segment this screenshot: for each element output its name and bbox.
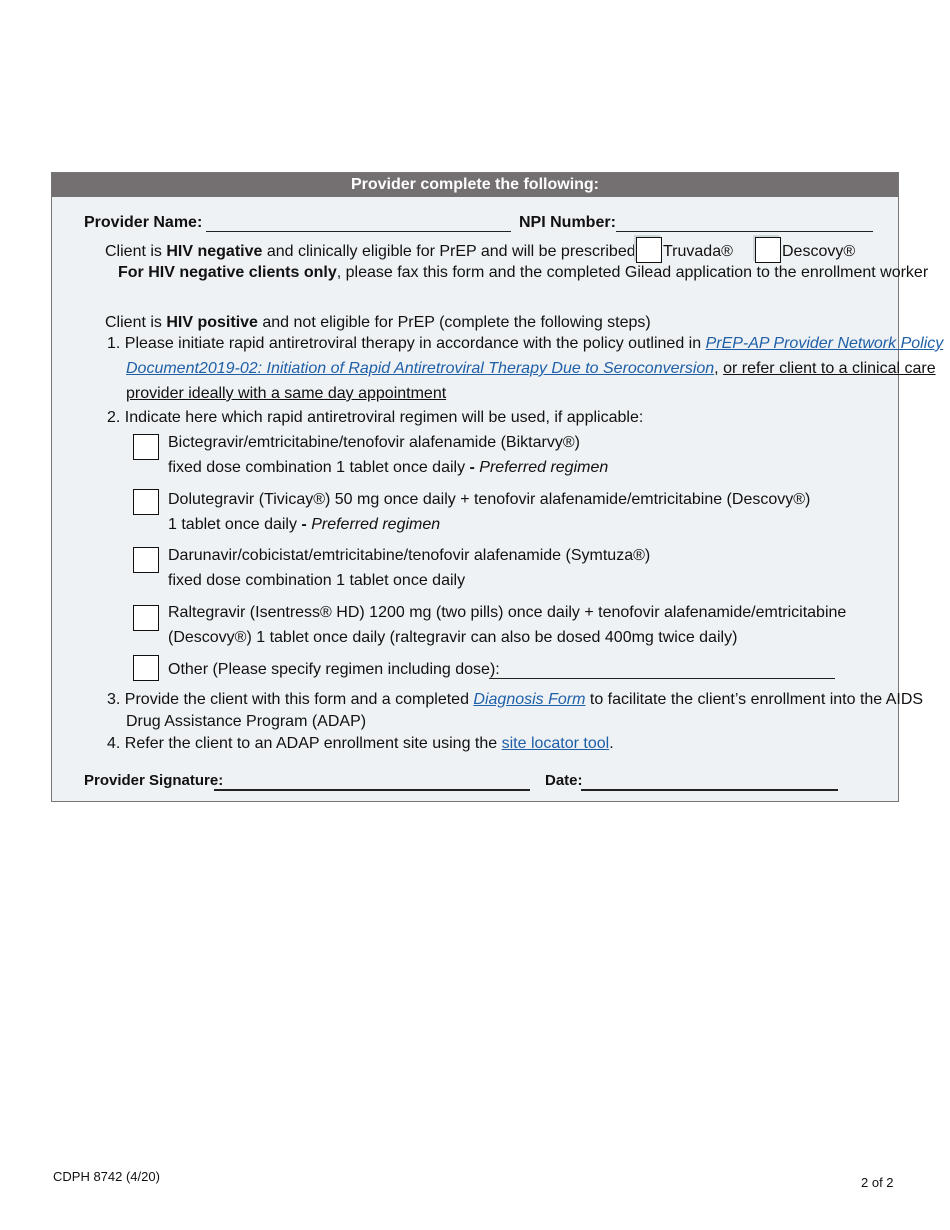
date-field[interactable]: [581, 789, 838, 791]
truvada-checkbox[interactable]: [636, 237, 662, 263]
npi-number-field[interactable]: [616, 231, 873, 232]
hiv-negative-statement: Client is HIV negative and clinically eligible for PrEP and will be prescribed: [105, 243, 636, 260]
regimen-biktarvy-checkbox[interactable]: [133, 434, 159, 460]
truvada-label: Truvada®: [663, 243, 733, 260]
descovy-label: Descovy®: [782, 243, 856, 260]
step-2: 2. Indicate here which rapid antiretroviral regimen will be used, if applicable:: [107, 409, 644, 426]
regimen-other-checkbox[interactable]: [133, 655, 159, 681]
regimen-other-label: Other (Please specify regimen including dose):: [168, 661, 500, 678]
npi-number-label: NPI Number:: [519, 214, 616, 231]
hiv-negative-note: For HIV negative clients only, please fax this form and the completed Gilead application to the enrollment worker: [118, 264, 929, 281]
site-locator-link[interactable]: site locator tool: [501, 735, 610, 752]
regimen-tivicay-checkbox[interactable]: [133, 489, 159, 515]
provider-signature-label: Provider Signature:: [84, 772, 224, 789]
regimen-4-line2: (Descovy®) 1 tablet once daily (raltegravir can also be dosed 400mg twice daily): [168, 629, 738, 646]
page-number: 2 of 2: [861, 1175, 894, 1190]
date-label: Date:: [545, 772, 583, 789]
regimen-3-line1: Darunavir/cobicistat/emtricitabine/tenofovir alafenamide (Symtuza®): [168, 547, 651, 564]
regimen-isentress-checkbox[interactable]: [133, 605, 159, 631]
policy-link[interactable]: PrEP-AP Provider Network Policy: [705, 335, 944, 352]
step-1: 1. Please initiate rapid antiretroviral therapy in accordance with the policy outlined in PrEP-AP Provider Network Policy: [107, 335, 944, 352]
regimen-3-line2: fixed dose combination 1 tablet once daily: [168, 572, 466, 589]
regimen-2-line1: Dolutegravir (Tivicay®) 50 mg once daily + tenofovir alafenamide/emtricitabine (Descovy®): [168, 491, 811, 508]
descovy-checkbox[interactable]: [755, 237, 781, 263]
step-3: 3. Provide the client with this form and a completed Diagnosis Form to facilitate the client’s enrollment into the AIDS: [107, 691, 924, 708]
step-1-line3: provider ideally with a same day appointment: [126, 385, 447, 402]
form-header: Provider complete the following:: [52, 173, 898, 197]
step-3-line2: Drug Assistance Program (ADAP): [126, 713, 367, 730]
step-4: 4. Refer the client to an ADAP enrollment site using the site locator tool.: [107, 735, 614, 752]
regimen-symtuza-checkbox[interactable]: [133, 547, 159, 573]
step-1-line2: Document2019-02: Initiation of Rapid Antiretroviral Therapy Due to Seroconversion, or refer client to a clinical care: [126, 360, 936, 377]
diagnosis-form-link[interactable]: Diagnosis Form: [473, 691, 586, 708]
regimen-2-line2: 1 tablet once daily - Preferred regimen: [168, 516, 441, 533]
form-id: CDPH 8742 (4/20): [53, 1169, 160, 1184]
regimen-1-line2: fixed dose combination 1 tablet once daily - Preferred regimen: [168, 459, 609, 476]
provider-signature-field[interactable]: [214, 789, 530, 791]
regimen-other-field[interactable]: [489, 678, 835, 679]
regimen-1-line1: Bictegravir/emtricitabine/tenofovir alafenamide (Biktarvy®): [168, 434, 580, 451]
provider-name-label: Provider Name:: [84, 214, 203, 231]
provider-name-field[interactable]: [206, 231, 511, 232]
provider-form: [51, 172, 944, 802]
policy-link-cont[interactable]: Document2019-02: Initiation of Rapid Antiretroviral Therapy Due to Seroconversion: [126, 360, 715, 377]
regimen-4-line1: Raltegravir (Isentress® HD) 1200 mg (two pills) once daily + tenofovir alafenamide/emtricitabine: [168, 604, 847, 621]
hiv-positive-statement: Client is HIV positive and not eligible for PrEP (complete the following steps): [105, 314, 651, 331]
